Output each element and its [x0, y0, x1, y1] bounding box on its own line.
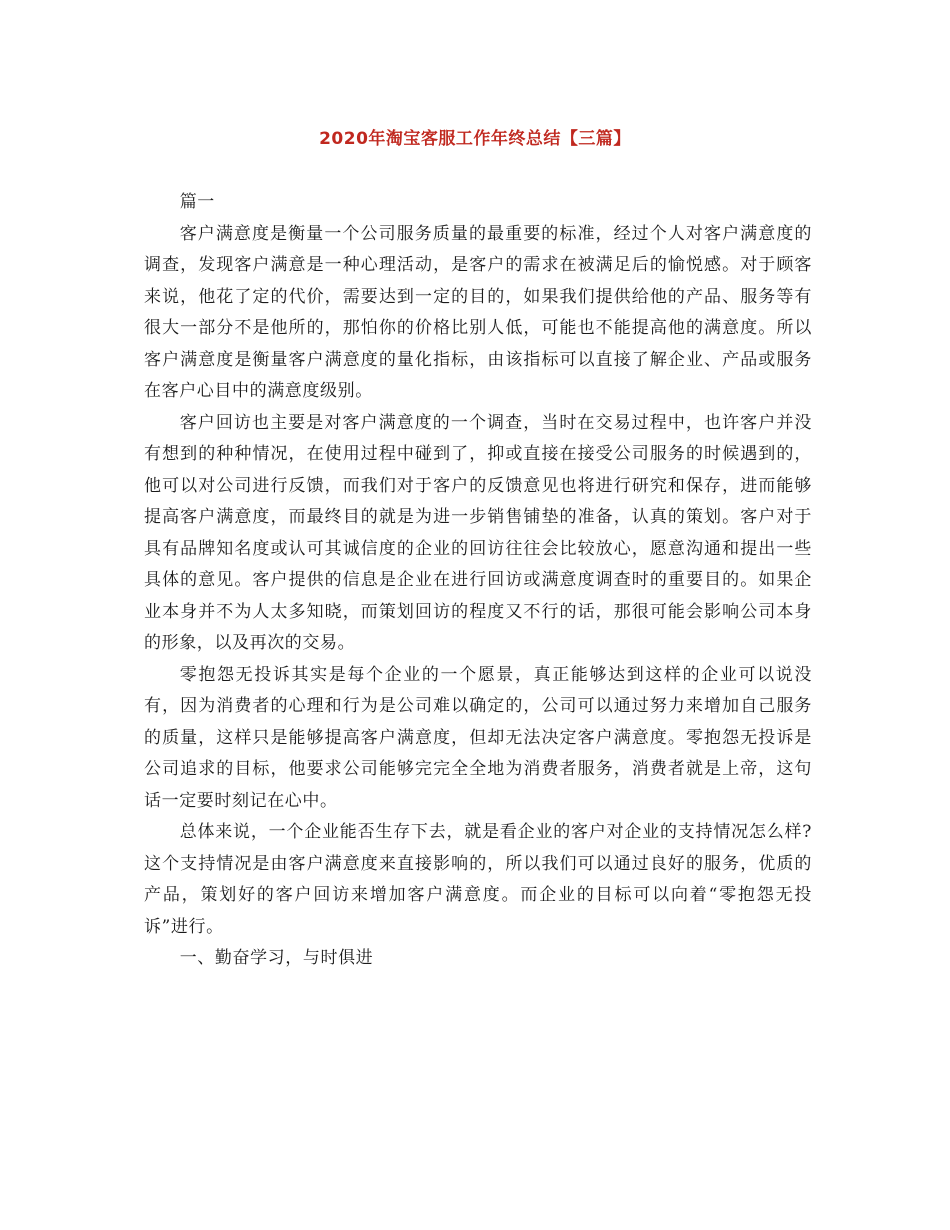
paragraph: 零抱怨无投诉其实是每个企业的一个愿景，真正能够达到这样的企业可以说没有，因为消费者的心理和行为是公司难以确定的，公司可以通过努力来增加自己服务的质量，这样只是能够提高客户满意度，但却无法决定客户满意度。零抱怨无投诉是公司追求的目标，他要求公司能够完完全全地为消费者服务，消费者就是上帝，这句话一定要时刻记在心中。	[144, 664, 812, 811]
document-title: 2020年淘宝客服工作年终总结【三篇】	[319, 129, 631, 149]
paragraph: 客户回访也主要是对客户满意度的一个调查，当时在交易过程中，也许客户并没有想到的种种情况，在使用过程中碰到了，抑或直接在接受公司服务的时候遇到的，他可以对公司进行反馈，而我们对于客户的反馈意见也将进行研究和保存，进而能够提高客户满意度，而最终目的就是为进一步销售铺垫的准备，认真的策划。客户对于具有品牌知名度或认可其诚信度的企业的回访往往会比较放心，愿意沟通和提出一些具体的意见。客户提供的信息是企业在进行回访或满意度调查时的重要目的。如果企业本身并不为人太多知晓，而策划回访的程度又不行的话，那很可能会影响公司本身的形象，以及再次的交易。	[144, 412, 812, 653]
section-label: 篇一	[179, 192, 215, 212]
paragraph: 客户满意度是衡量一个公司服务质量的最重要的标准，经过个人对客户满意度的调查，发现客户满意是一种心理活动，是客户的需求在被满足后的愉悦感。对于顾客来说，他花了定的代价，需要达到一定的目的，如果我们提供给他的产品、服务等有很大一部分不是他所的，那怕你的价格比别人低，可能也不能提高他的满意度。所以客户满意度是衡量客户满意度的量化指标，由该指标可以直接了解企业、产品或服务在客户心目中的满意度级别。	[144, 223, 812, 401]
subheading: 一、勤奋学习，与时俱进	[179, 948, 374, 968]
paragraph: 总体来说，一个企业能否生存下去，就是看企业的客户对企业的支持情况怎么样?这个支持情况是由客户满意度来直接影响的，所以我们可以通过良好的服务，优质的产品，策划好的客户回访来增加客户满意度。而企业的目标可以向着“零抱怨无投诉”进行。	[144, 822, 812, 937]
document-body	[144, 187, 812, 975]
